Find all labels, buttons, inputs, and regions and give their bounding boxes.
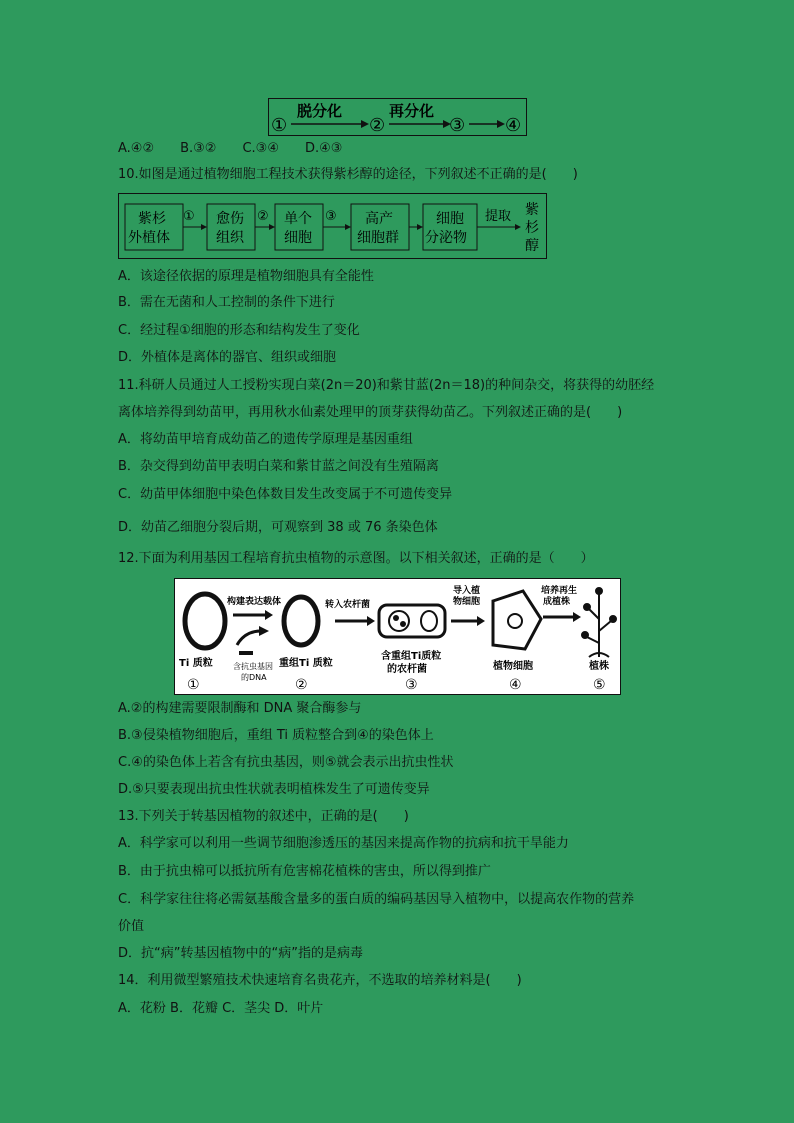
flow-end-1: 紫 xyxy=(525,202,539,218)
arrowhead-1 xyxy=(361,120,369,128)
flow-arrow-1-label: ① xyxy=(183,209,195,224)
plant-cell-icon xyxy=(493,591,541,649)
q11-stem-line2: 离体培养得到幼苗甲，再用秋水仙素处理甲的顶芽获得幼苗乙。下列叙述正确的是( ) xyxy=(118,405,623,420)
caption-agro-1: 含重组Ti质粒 xyxy=(381,651,442,662)
arrowhead-construct xyxy=(265,610,273,620)
arrowhead-regenerate xyxy=(573,612,581,622)
caption-recombinant: 重组Ti 质粒 xyxy=(279,658,333,669)
label-dedifferentiation: 脱分化 xyxy=(297,102,343,120)
curved-arrow xyxy=(237,631,261,645)
ti-plasmid-icon xyxy=(185,594,225,648)
q12-option-c: C.④的染色体上若含有抗虫基因，则⑤就会表示出抗虫性状 xyxy=(118,755,454,770)
taxol-flow-svg xyxy=(119,194,546,258)
flow-box-2-line2: 组织 xyxy=(216,230,244,246)
label-import-2: 物细胞 xyxy=(453,597,481,607)
caption-gene-2: 的DNA xyxy=(241,673,267,682)
node-4: ④ xyxy=(505,115,522,135)
q13-option-b: B．由于抗虫棉可以抵抗所有危害棉花植株的害虫，所以得到推广 xyxy=(118,864,491,879)
q11-stem-line1: 11.科研人员通过人工授粉实现白菜(2n＝20)和紫甘蓝(2n＝18)的种间杂交，将获得的幼胚经 xyxy=(118,378,655,393)
number-5: ⑤ xyxy=(593,677,606,693)
label-redifferentiation: 再分化 xyxy=(389,102,435,120)
label-regenerate-2: 成植株 xyxy=(543,597,571,607)
arrowhead-3 xyxy=(497,120,505,128)
flow-box-1-line1: 紫杉 xyxy=(138,211,166,227)
q13-option-d: D．抗“病”转基因植物中的“病”指的是病毒 xyxy=(118,946,363,961)
number-2: ② xyxy=(295,677,308,693)
flow-end-2: 杉 xyxy=(525,220,539,236)
curved-arrowhead xyxy=(259,626,269,636)
number-1: ① xyxy=(187,677,200,693)
caption-agro-2: 的农杆菌 xyxy=(387,664,427,675)
label-regenerate-1: 培养再生 xyxy=(541,586,578,596)
flow-end-3: 醇 xyxy=(525,238,539,254)
flow-arrowhead-2 xyxy=(269,224,275,230)
q9-options: A.④② B.③② C.③④ D.④③ xyxy=(118,141,343,156)
q13-option-a: A．科学家可以利用一些调节细胞渗透压的基因来提高作物的抗病和抗干旱能力 xyxy=(118,836,569,851)
plasmid-small-icon xyxy=(421,611,437,631)
q10-option-c: C．经过程①细胞的形态和结构发生了变化 xyxy=(118,323,360,338)
arrowhead-transfer xyxy=(367,616,375,626)
flow-box-4-line2: 细胞群 xyxy=(357,230,399,246)
flow-box-2-line1: 愈伤 xyxy=(216,211,244,227)
q13-option-c: C．科学家往往将必需氨基酸含量多的蛋白质的编码基因导入植物中，以提高农作物的营养 xyxy=(118,892,635,907)
q14-stem: 14．利用微型繁殖技术快速培育名贵花卉，不选取的培养材料是( ) xyxy=(118,973,522,988)
q11-option-a: A．将幼苗甲培育成幼苗乙的遗传学原理是基因重组 xyxy=(118,432,413,447)
q13-stem: 13.下列关于转基因植物的叙述中，正确的是( ) xyxy=(118,809,409,824)
q12-option-b: B.③侵染植物细胞后，重组 Ti 质粒整合到④的染色体上 xyxy=(118,728,434,743)
dna-fragment-icon xyxy=(239,651,253,655)
node-2: ② xyxy=(369,115,386,135)
flow-arrowhead-5 xyxy=(515,224,521,230)
label-construct-vector: 构建表达载体 xyxy=(227,597,282,607)
caption-gene-1: 含抗虫基因 xyxy=(233,662,273,671)
flow-box-5-line2: 分泌物 xyxy=(425,230,467,246)
bacteria-dot xyxy=(393,615,399,621)
q14-options: A．花粉 B．花瓣 C．茎尖 D．叶片 xyxy=(118,1001,324,1016)
flow-arrowhead-1 xyxy=(201,224,207,230)
number-4: ④ xyxy=(509,677,522,693)
q10-option-d: D．外植体是离体的器官、组织或细胞 xyxy=(118,350,337,365)
arrowhead-import xyxy=(477,616,485,626)
q11-option-c: C．幼苗甲体细胞中染色体数目发生改变属于不可遗传变异 xyxy=(118,487,453,502)
q12-stem: 12.下面为利用基因工程培育抗虫植物的示意图。以下相关叙述，正确的是（ ） xyxy=(118,551,594,566)
dedifferentiation-flow-diagram xyxy=(269,99,526,135)
bacteria-dot xyxy=(400,621,406,627)
q10-stem: 10.如图是通过植物细胞工程技术获得紫杉醇的途径，下列叙述不正确的是( ) xyxy=(118,167,578,182)
flow-box-3-line2: 细胞 xyxy=(284,230,312,246)
q12-figure xyxy=(174,578,621,695)
caption-plant: 植株 xyxy=(589,661,609,672)
q11-option-b: B．杂交得到幼苗甲表明白菜和紫甘蓝之间没有生殖隔离 xyxy=(118,459,439,474)
q10-flow-diagram xyxy=(118,193,547,259)
caption-ti-plasmid: Ti 质粒 xyxy=(179,658,213,669)
flow-box-3-line1: 单个 xyxy=(284,211,312,227)
number-3: ③ xyxy=(405,677,418,693)
flow-arrowhead-4 xyxy=(417,224,423,230)
flow-arrowhead-3 xyxy=(345,224,351,230)
q10-option-a: A．该途径依据的原理是植物细胞具有全能性 xyxy=(118,269,374,284)
flow-arrow-3-label: ③ xyxy=(325,209,337,224)
node-1: ① xyxy=(271,115,288,135)
plant-icon xyxy=(582,588,616,657)
gene-engineering-diagram xyxy=(175,579,620,694)
nucleus-icon xyxy=(508,614,522,628)
bacteria-cluster-icon xyxy=(389,611,409,631)
q12-option-a: A.②的构建需要限制酶和 DNA 聚合酶参与 xyxy=(118,701,362,716)
q12-option-d: D.⑤只要表现出抗虫性状就表明植株发生了可遗传变异 xyxy=(118,782,430,797)
recombinant-plasmid-icon xyxy=(284,597,318,645)
flow-box-5-line1: 细胞 xyxy=(436,211,464,227)
label-import-1: 导入植 xyxy=(453,586,481,596)
caption-plant-cell: 植物细胞 xyxy=(493,661,533,672)
flow-arrow-extract-label: 提取 xyxy=(485,209,512,224)
node-3: ③ xyxy=(449,115,466,135)
flow-arrow-2-label: ② xyxy=(257,209,269,224)
q13-option-c-cont: 价值 xyxy=(118,919,145,934)
label-transfer-agrobacterium: 转入农杆菌 xyxy=(325,600,371,610)
flow-box-1-line2: 外植体 xyxy=(128,230,170,246)
q11-option-d: D．幼苗乙细胞分裂后期，可观察到 38 或 76 条染色体 xyxy=(118,520,438,535)
figure-top xyxy=(268,98,527,136)
flow-box-4-line1: 高产 xyxy=(365,211,393,227)
q10-option-b: B．需在无菌和人工控制的条件下进行 xyxy=(118,295,335,310)
